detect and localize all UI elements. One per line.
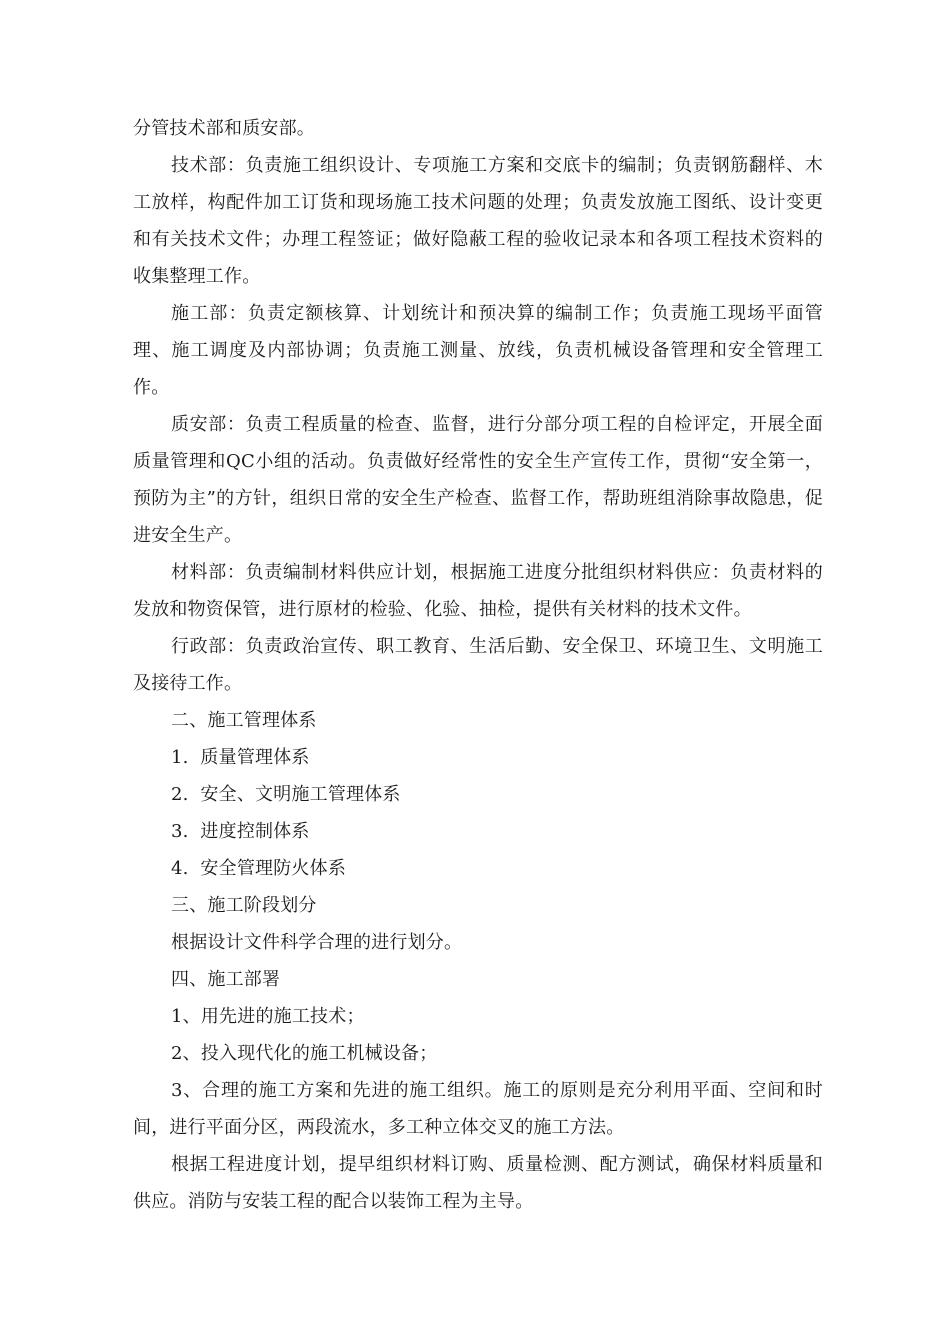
list-item: 3、合理的施工方案和先进的施工组织。施工的原则是充分利用平面、空间和时间，进行平面分区，两段流水，多工种立体交叉的施工方法。 — [133, 1080, 823, 1138]
paragraph-materials-dept: 材料部：负责编制材料供应计划，根据施工进度分批组织材料供应：负责材料的发放和物资保管，进行原材的检验、化验、抽检，提供有关材料的技术文件。 — [133, 562, 823, 620]
paragraph-construction-dept: 施工部：负责定额核算、计划统计和预决算的编制工作；负责施工现场平面管理、施工调度及内部协调；负责施工测量、放线，负责机械设备管理和安全管理工作。 — [133, 303, 823, 398]
list-item: 3. 进度控制体系 — [171, 821, 310, 842]
paragraph-continuation: 分管技术部和质安部。 — [133, 118, 315, 139]
paragraph-phase-division: 根据设计文件科学合理的进行划分。 — [171, 932, 463, 953]
list-item: 4. 安全管理防火体系 — [171, 858, 347, 879]
section-heading-management-system: 二、施工管理体系 — [171, 710, 317, 731]
paragraph-schedule: 根据工程进度计划，提早组织材料订购、质量检测、配方测试，确保材料质量和供应。消防与安装工程的配合以装饰工程为主导。 — [133, 1154, 823, 1212]
list-item: 1、用先进的施工技术； — [171, 1006, 365, 1027]
paragraph-quality-safety-dept: 质安部：负责工程质量的检查、监督，进行分部分项工程的自检评定，开展全面质量管理和QC小组的活动。负责做好经常性的安全生产宣传工作，贯彻“安全第一，预防为主”的方针，组织日常的安全生产检查、监督工作，帮助班组消除事故隐患，促进安全生产。 — [133, 414, 823, 546]
list-item: 1. 质量管理体系 — [171, 747, 310, 768]
document-body — [133, 110, 823, 1220]
list-item: 2、投入现代化的施工机械设备； — [171, 1043, 438, 1064]
paragraph-technical-dept: 技术部：负责施工组织设计、专项施工方案和交底卡的编制；负责钢筋翻样、木工放样，构配件加工订货和现场施工技术问题的处理；负责发放施工图纸、设计变更和有关技术文件；办理工程签证；做好隐蔽工程的验收记录本和各项工程技术资料的收集整理工作。 — [133, 155, 823, 287]
section-heading-deployment: 四、施工部署 — [171, 969, 281, 990]
list-item: 2. 安全、文明施工管理体系 — [171, 784, 401, 805]
paragraph-admin-dept: 行政部：负责政治宣传、职工教育、生活后勤、安全保卫、环境卫生、文明施工及接待工作。 — [133, 636, 823, 694]
section-heading-phase-division: 三、施工阶段划分 — [171, 895, 317, 916]
